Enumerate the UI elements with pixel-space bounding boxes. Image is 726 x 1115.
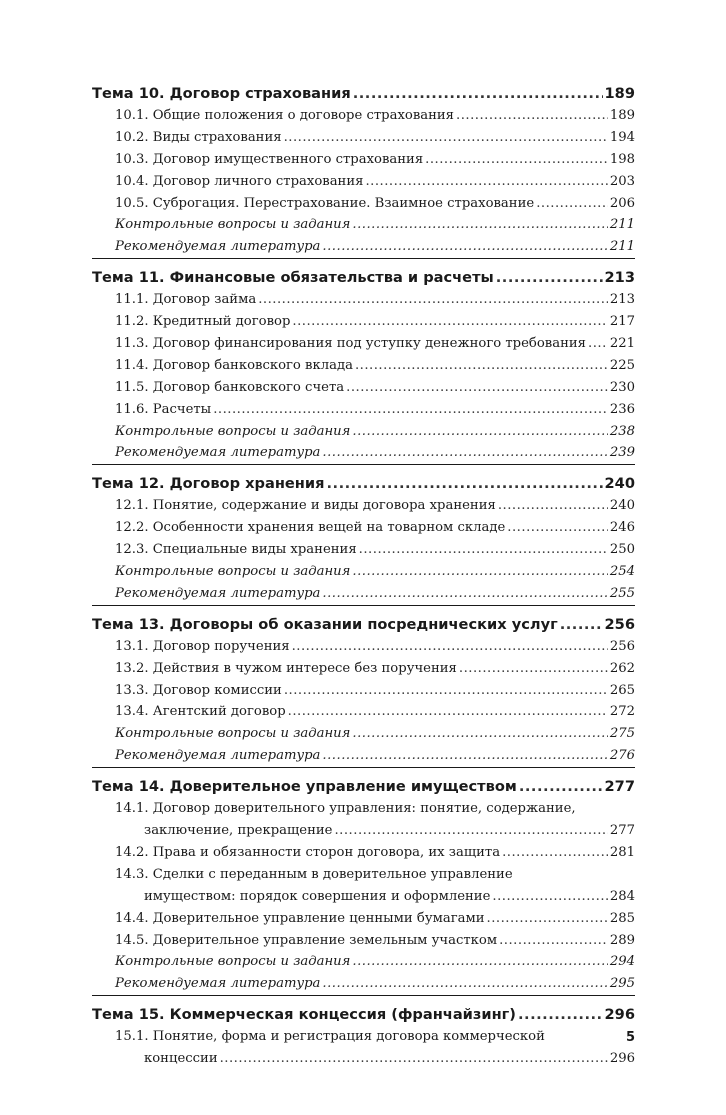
entry-title: Тема 10. Договор страхования: [92, 85, 351, 102]
page-ref: 295: [609, 976, 635, 992]
toc-entry[interactable]: [92, 658, 635, 680]
leader-dots: [487, 908, 608, 930]
entry-title: 11.4. Договор банковского вклада: [115, 357, 353, 373]
page-ref: 285: [609, 910, 635, 926]
entry-title: 10.4. Договор личного страхования: [115, 173, 364, 189]
entry-title: Тема 13. Договоры об оказании посреднических услуг: [92, 615, 558, 633]
entry-title: 11.1. Договор займа: [115, 292, 257, 308]
entry-title: 14.4. Доверительное управление ценными бумагами: [115, 910, 485, 926]
leader-dots: [292, 311, 607, 333]
leader-dots: [518, 1003, 603, 1026]
leader-dots: [425, 149, 608, 171]
toc-entry[interactable]: [92, 193, 635, 215]
toc-entry[interactable]: [92, 636, 635, 658]
leader-dots: [353, 82, 603, 105]
page-ref: 236: [609, 401, 635, 417]
toc-entry[interactable]: [92, 680, 635, 702]
leader-dots: [499, 930, 608, 952]
entry-title: 12.1. Понятие, содержание и виды договора хранения: [115, 498, 496, 514]
leader-dots: [560, 613, 603, 636]
leader-dots: [213, 399, 608, 421]
entry-title: Рекомендуемая литература: [115, 239, 321, 255]
toc-entry[interactable]: [92, 289, 635, 311]
toc-entry[interactable]: [92, 798, 635, 820]
page-ref: 217: [609, 314, 635, 330]
entry-title: 12.3. Специальные виды хранения: [115, 542, 357, 558]
entry-title: 14.5. Доверительное управление земельным участком: [115, 932, 498, 948]
entry-title: Тема 15. Коммерческая концессия (франчайзинг): [92, 1006, 516, 1024]
leader-dots: [588, 333, 608, 355]
toc-entry[interactable]: [92, 517, 635, 539]
leader-dots: [288, 701, 608, 723]
leader-dots: [220, 1048, 608, 1070]
page-ref: 255: [609, 585, 635, 601]
toc-entry[interactable]: [92, 701, 635, 723]
leader-dots: [334, 820, 607, 842]
page-ref: 276: [609, 748, 635, 764]
toc-entry[interactable]: [92, 1026, 635, 1048]
toc-entry[interactable]: [92, 105, 635, 127]
toc-topic-heading[interactable]: [92, 613, 635, 636]
entry-title: Контрольные вопросы и задания: [115, 954, 351, 970]
leader-dots: [496, 266, 603, 289]
toc-entry[interactable]: [92, 561, 635, 583]
page-ref: 272: [609, 704, 635, 720]
page-ref: 189: [609, 108, 635, 123]
page-ref: 284: [609, 888, 635, 904]
page-ref: 194: [609, 129, 635, 145]
entry-title: 14.3. Сделки с переданным в доверительное управление: [115, 866, 513, 882]
toc-entry[interactable]: [92, 539, 635, 561]
leader-dots: [352, 723, 607, 745]
page-ref: 275: [609, 726, 635, 742]
leader-dots: [498, 495, 608, 517]
leader-dots: [365, 171, 607, 193]
page-ref: 256: [604, 615, 635, 633]
page-ref: 296: [609, 1051, 635, 1067]
toc-entry[interactable]: [92, 311, 635, 333]
toc-entry[interactable]: [92, 745, 635, 767]
page-ref: 203: [609, 173, 635, 189]
toc-entry-continuation[interactable]: [92, 820, 635, 842]
leader-dots: [352, 214, 607, 236]
entry-title: 11.2. Кредитный договор: [115, 314, 291, 330]
page-ref: 240: [604, 475, 635, 493]
leader-dots: [456, 105, 608, 127]
entry-title: Тема 12. Договор хранения: [92, 475, 325, 493]
entry-title: Контрольные вопросы и задания: [115, 726, 351, 742]
toc-topic-heading[interactable]: [92, 775, 635, 798]
entry-title: Тема 14. Доверительное управление имуществом: [92, 778, 517, 796]
page-ref: 206: [609, 195, 635, 211]
entry-title: Контрольные вопросы и задания: [115, 217, 351, 233]
toc-topic-heading[interactable]: [92, 82, 635, 105]
page-ref: 238: [609, 423, 635, 439]
toc-entry[interactable]: [92, 149, 635, 171]
leader-dots: [502, 842, 608, 864]
entry-title: 14.2. Права и обязанности сторон договора, их защита: [115, 844, 501, 860]
leader-dots: [352, 951, 607, 973]
entry-title: 11.5. Договор банковского счета: [115, 379, 345, 395]
toc-entry[interactable]: [92, 442, 635, 464]
toc-topic: [92, 775, 635, 996]
page-ref: 221: [609, 336, 635, 352]
leader-dots: [322, 745, 607, 767]
page-number: 5: [625, 1030, 635, 1045]
leader-dots: [322, 236, 607, 258]
toc-topic: [92, 613, 635, 768]
entry-title: Контрольные вопросы и задания: [115, 423, 351, 439]
toc-entry[interactable]: [92, 171, 635, 193]
entry-title: 13.3. Договор комиссии: [115, 682, 282, 698]
page-ref: 262: [609, 660, 635, 676]
entry-title: Контрольные вопросы и задания: [115, 564, 351, 580]
leader-dots: [284, 680, 608, 702]
page-ref: 294: [609, 954, 635, 970]
page-ref: 256: [609, 638, 635, 654]
page-ref: 211: [609, 239, 635, 255]
entry-title: Рекомендуемая литература: [115, 976, 321, 992]
page-ref: 281: [609, 844, 635, 860]
leader-dots: [346, 377, 608, 399]
toc-entry[interactable]: [92, 355, 635, 377]
toc-entry[interactable]: [92, 930, 635, 952]
toc-entry[interactable]: [92, 908, 635, 930]
toc-topic-heading[interactable]: [92, 266, 635, 289]
page-ref: 277: [604, 778, 635, 796]
toc-entry[interactable]: [92, 377, 635, 399]
leader-dots: [352, 561, 607, 583]
entry-title: 13.2. Действия в чужом интересе без поручения: [115, 660, 457, 676]
toc-entry[interactable]: [92, 723, 635, 745]
toc-entry[interactable]: [92, 127, 635, 149]
entry-title: 13.1. Договор поручения: [115, 638, 290, 654]
entry-title: 11.6. Расчеты: [115, 401, 212, 417]
page-ref: 265: [609, 682, 635, 698]
leader-dots: [292, 636, 608, 658]
page-ref: 230: [609, 379, 635, 395]
page-ref: 189: [604, 85, 635, 102]
entry-title: заключение, прекращение: [144, 823, 333, 839]
toc-entry[interactable]: [92, 842, 635, 864]
toc-entry[interactable]: [92, 583, 635, 605]
toc-topic: [92, 82, 635, 259]
leader-dots: [284, 127, 608, 149]
toc-entry[interactable]: [92, 973, 635, 995]
toc-entry-continuation[interactable]: [92, 886, 635, 908]
leader-dots: [359, 539, 608, 561]
leader-dots: [322, 973, 607, 995]
leader-dots: [459, 658, 608, 680]
page-ref: 277: [609, 823, 635, 839]
leader-dots: [355, 355, 608, 377]
entry-title: 10.3. Договор имущественного страхования: [115, 151, 424, 167]
page-ref: 296: [604, 1006, 635, 1024]
entry-title: 13.4. Агентский договор: [115, 704, 286, 720]
page-ref: 289: [609, 932, 635, 948]
entry-title: 12.2. Особенности хранения вещей на товарном складе: [115, 520, 506, 536]
entry-title: Рекомендуемая литература: [115, 445, 321, 461]
table-of-contents: [92, 82, 635, 1077]
entry-title: Рекомендуемая литература: [115, 748, 321, 764]
toc-topic-heading[interactable]: [92, 1003, 635, 1026]
toc-entry[interactable]: [92, 333, 635, 355]
page-ref: 198: [609, 151, 635, 167]
toc-entry[interactable]: [92, 236, 635, 258]
toc-entry[interactable]: [92, 421, 635, 443]
page-ref: 213: [609, 292, 635, 308]
leader-dots: [326, 472, 602, 495]
page-ref: 246: [609, 520, 635, 536]
entry-title: концессии: [144, 1051, 218, 1067]
toc-entry-continuation[interactable]: [92, 1048, 635, 1070]
page-ref: 239: [609, 445, 635, 461]
entry-title: 11.3. Договор финансирования под уступку денежного требования: [115, 336, 586, 352]
leader-dots: [258, 289, 608, 311]
toc-topic: [92, 266, 635, 465]
entry-title: имуществом: порядок совершения и оформление: [144, 888, 491, 904]
leader-dots: [536, 193, 608, 215]
entry-title: 10.5. Суброгация. Перестрахование. Взаимное страхование: [115, 195, 535, 211]
page-ref: 211: [609, 217, 635, 233]
entry-title: 10.1. Общие положения о договоре страхования: [115, 108, 455, 123]
toc-entry[interactable]: [92, 495, 635, 517]
leader-dots: [507, 517, 608, 539]
leader-dots: [322, 442, 607, 464]
toc-topic: [92, 1003, 635, 1070]
page-ref: 254: [609, 564, 635, 580]
leader-dots: [492, 886, 607, 908]
leader-dots: [352, 421, 607, 443]
page-ref: 240: [609, 498, 635, 514]
leader-dots: [519, 775, 603, 798]
entry-title: Рекомендуемая литература: [115, 585, 321, 601]
page-ref: 213: [604, 269, 635, 287]
page-ref: 225: [609, 357, 635, 373]
entry-title: 14.1. Договор доверительного управления: понятие, содержание,: [115, 801, 576, 817]
toc-entry[interactable]: [92, 214, 635, 236]
leader-dots: [322, 583, 607, 605]
toc-topic: [92, 472, 635, 605]
entry-title: Тема 11. Финансовые обязательства и расчеты: [92, 269, 494, 287]
toc-topic-heading[interactable]: [92, 472, 635, 495]
toc-entry[interactable]: [92, 951, 635, 973]
toc-entry[interactable]: [92, 864, 635, 886]
entry-title: 15.1. Понятие, форма и регистрация договора коммерческой: [115, 1029, 545, 1045]
toc-entry[interactable]: [92, 399, 635, 421]
page-ref: 250: [609, 542, 635, 558]
entry-title: 10.2. Виды страхования: [115, 129, 282, 145]
